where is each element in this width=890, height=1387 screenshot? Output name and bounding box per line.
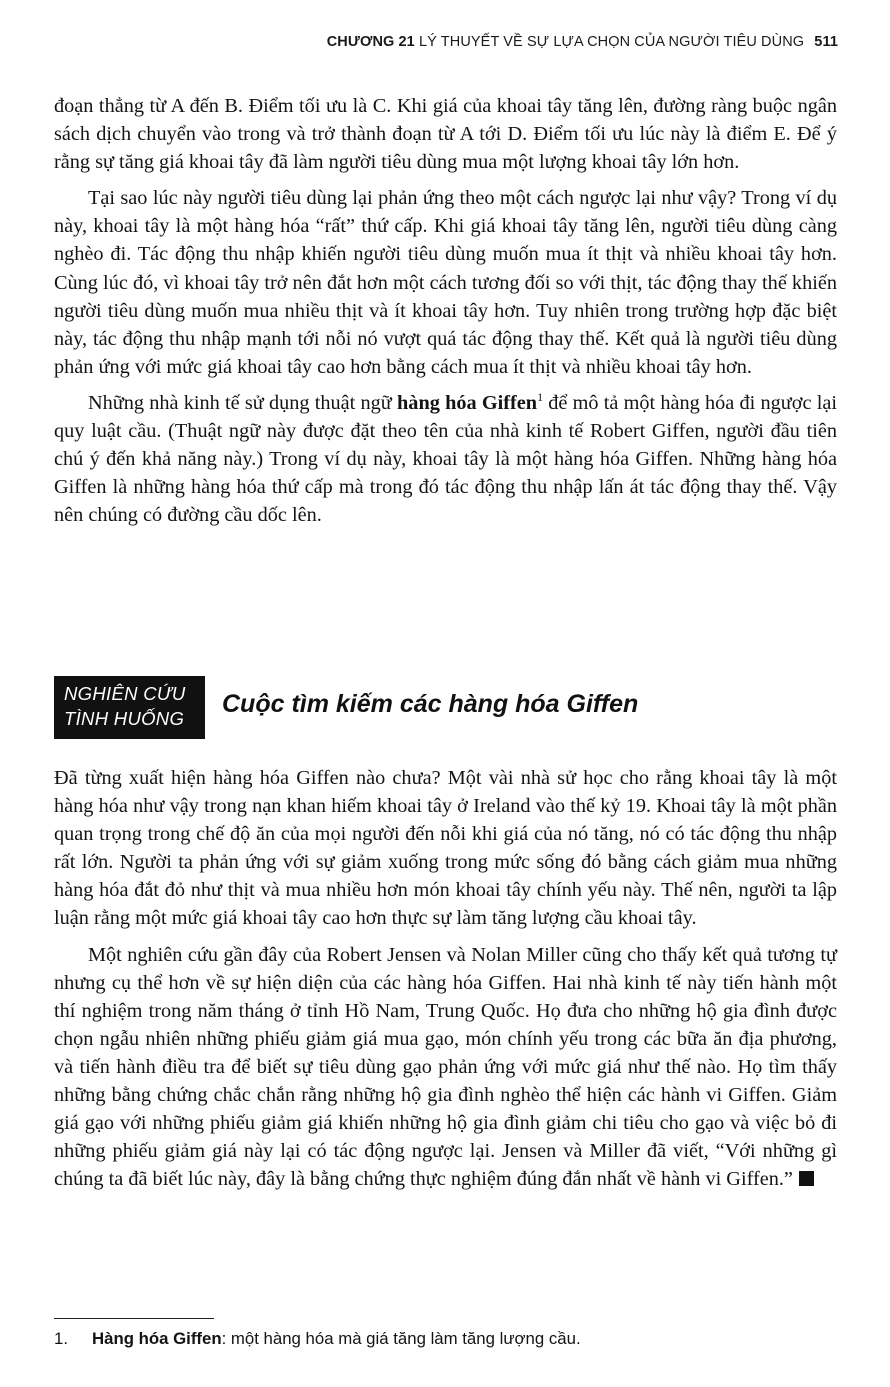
chapter-label: CHƯƠNG 21 (326, 34, 415, 50)
case-study-label-line1: NGHIÊN CỨU (64, 683, 186, 704)
paragraph-text: Những nhà kinh tế sử dụng thuật ngữ (88, 391, 392, 414)
paragraph (54, 941, 837, 1194)
paragraph: đoạn thẳng từ A đến B. Điểm tối ưu là C. Khi giá của khoai tây tăng lên, đường ràng buộc ngân sách dịch chuyển vào trong và trở thành đoạn từ A tới D. Điểm tối ưu lúc này là điểm E. Để ý rằng sự tăng giá khoai tây đã làm người tiêu dùng mua một lượng khoai tây lớn hơn. (54, 95, 837, 174)
paragraph-text: để mô tả một hàng hóa đi ngược lại quy luật cầu. (Thuật ngữ này được đặt theo tên của nhà kinh tế Robert Giffen, người đầu tiên chú ý đến khả năng này.) Trong ví dụ này, khoai tây là một hàng hóa Giffen. Những hàng hóa Giffen là những hàng hóa thứ cấp mà trong đó tác động thu nhập lấn át tác động thay thế. Vậy nên chúng có đường cầu dốc lên. (54, 391, 837, 527)
case-study-label-line2: TÌNH HUỐNG (64, 708, 185, 729)
case-study-body (54, 764, 837, 1201)
paragraph: Tại sao lúc này người tiêu dùng lại phản ứng theo một cách ngược lại như vậy? Trong ví dụ này, khoai tây là một hàng hóa “rất” thứ cấp. Khi giá khoai tây tăng lên, người tiêu dùng càng nghèo đi. Tác động thu nhập khiến người tiêu dùng muốn mua ít thịt và nhiều khoai tây hơn. Cùng lúc đó, vì khoai tây trở nên đắt hơn một cách tương đối so với thịt, tác động thay thế khiến người tiêu dùng muốn mua nhiều thịt và ít khoai tây hơn. Tuy nhiên trong trường hợp đặc biệt này, tác động thu nhập mạnh tới nỗi nó vượt quá tác động thay thế. Kết quả là người tiêu dùng phản ứng với mức giá khoai tây cao hơn bằng cách mua ít thịt và nhiều khoai tây hơn. (54, 187, 837, 378)
page-number: 511 (814, 34, 838, 50)
footnote-number: 1. (54, 1329, 68, 1348)
end-mark-icon (799, 1171, 814, 1186)
footnote-term: Hàng hóa Giffen (92, 1329, 222, 1348)
chapter-title: LÝ THUYẾT VỀ SỰ LỰA CHỌN CỦA NGƯỜI TIÊU DÙNG (419, 34, 805, 50)
key-term: hàng hóa Giffen (397, 391, 538, 414)
paragraph (54, 389, 837, 529)
top-section (54, 92, 837, 537)
footnote (54, 1329, 581, 1349)
paragraph-text: Một nghiên cứu gần đây của Robert Jensen và Nolan Miller cũng cho thấy kết quả tương tự nhưng cụ thể hơn về sự hiện diện của các hàng hóa Giffen. Hai nhà kinh tế này tiến hành một thí nghiệm trong năm tháng ở tỉnh Hồ Nam, Trung Quốc. Họ đưa cho những hộ gia đình được chọn ngẫu nhiên những phiếu giảm giá mua gạo, món chính yếu trong các bữa ăn địa phương, và tiến hành điều tra để biết sự tiêu dùng gạo phản ứng với mức giá như thế nào. Họ tìm thấy những bằng chứng chắc chắn rằng những hộ gia đình nghèo thể hiện các hành vi Giffen. Giảm giá gạo với những phiếu giảm giá khiến những hộ gia đình giảm chi tiêu cho gạo và việc bỏ đi những phiếu giảm giá này lại có tác động ngược lại. Jensen và Miller đã viết, “Với những gì chúng ta đã biết lúc này, đây là bằng chứng thực nghiệm đúng đắn nhất về hành vi Giffen.” (54, 943, 837, 1191)
case-study-title: Cuộc tìm kiếm các hàng hóa Giffen (222, 690, 639, 718)
footnote-divider (54, 1318, 214, 1319)
paragraph: Đã từng xuất hiện hàng hóa Giffen nào chưa? Một vài nhà sử học cho rằng khoai tây là một hàng hóa như vậy trong nạn khan hiếm khoai tây ở Ireland vào thế kỷ 19. Khoai tây là một phần quan trọng trong chế độ ăn của mọi người đến nỗi khi giá của nó tăng, nó có tác động thu nhập rất lớn. Người ta phản ứng với sự giảm xuống trong mức sống đó bằng cách giảm mua những hàng hóa đắt đỏ như thịt và mua nhiều hơn món khoai tây chính yếu này. Thế nên, người ta lập luận rằng một mức giá khoai tây cao hơn thực sự làm tăng lượng cầu khoai tây. (54, 767, 837, 930)
footnote-ref: 1 (537, 390, 544, 405)
footnote-text: : một hàng hóa mà giá tăng làm tăng lượng cầu. (221, 1329, 581, 1348)
running-header (327, 34, 838, 50)
case-study-label (54, 676, 205, 739)
